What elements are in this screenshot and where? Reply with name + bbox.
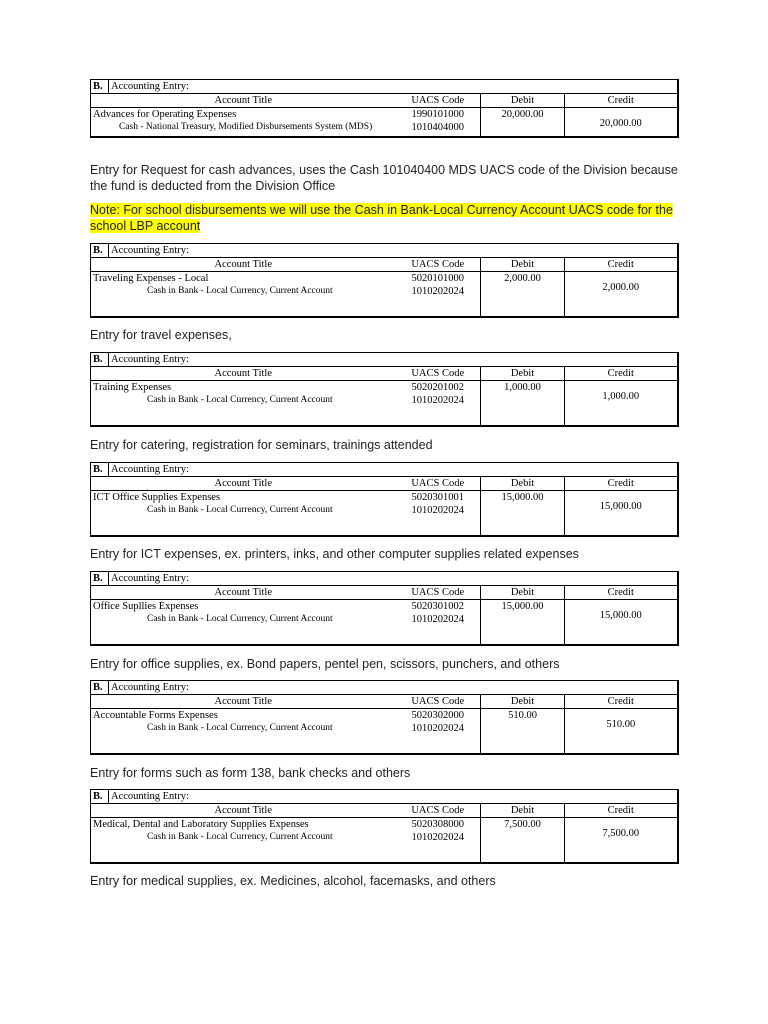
entry-header: Accounting Entry: — [109, 244, 678, 258]
debit-account: Accountable Forms Expenses — [93, 710, 218, 721]
col-debit: Debit — [481, 586, 565, 600]
col-uacs-code: UACS Code — [396, 695, 481, 709]
col-uacs-code: UACS Code — [396, 804, 481, 818]
account-cell — [91, 709, 396, 755]
code-cell — [396, 709, 481, 755]
entry-header: Accounting Entry: — [109, 463, 678, 477]
entry-header: Accounting Entry: — [109, 572, 678, 586]
credit-cell — [565, 600, 678, 646]
entry-header: Accounting Entry: — [109, 681, 678, 695]
credit-amount: 20,000.00 — [599, 118, 642, 129]
col-debit: Debit — [481, 367, 565, 381]
col-credit: Credit — [565, 94, 678, 108]
section-label: B. — [91, 681, 109, 695]
col-account-title: Account Title — [91, 477, 396, 491]
entry-header: Accounting Entry: — [109, 353, 678, 367]
credit-cell — [565, 272, 678, 318]
credit-amount: 510.00 — [606, 719, 636, 730]
debit-amount: 2,000.00 — [481, 272, 565, 318]
debit-account: Office Supllies Expenses — [93, 601, 199, 612]
debit-amount: 15,000.00 — [481, 491, 565, 537]
col-credit: Credit — [565, 804, 678, 818]
entry-caption: Entry for ICT expenses, ex. printers, inks, and other computer supplies related expenses — [90, 547, 579, 561]
credit-code: 1010202024 — [411, 286, 464, 297]
credit-code: 1010202024 — [411, 505, 464, 516]
entry-caption: Entry for medical supplies, ex. Medicines, alcohol, facemasks, and others — [90, 874, 496, 888]
debit-code: 1990101000 — [411, 109, 464, 120]
section-label: B. — [91, 572, 109, 586]
debit-account: Advances for Operating Expenses — [93, 109, 237, 120]
col-uacs-code: UACS Code — [396, 367, 481, 381]
credit-account: Cash in Bank - Local Currency, Current Account — [147, 395, 333, 405]
accounting-entry-table — [90, 352, 679, 427]
debit-account: ICT Office Supplies Expenses — [93, 492, 221, 503]
code-cell — [396, 108, 481, 138]
credit-code: 1010202024 — [411, 723, 464, 734]
col-credit: Credit — [565, 586, 678, 600]
entry-caption: Entry for travel expenses, — [90, 328, 232, 342]
col-uacs-code: UACS Code — [396, 477, 481, 491]
section-label: B. — [91, 790, 109, 804]
credit-cell — [565, 381, 678, 427]
section-label: B. — [91, 353, 109, 367]
col-credit: Credit — [565, 258, 678, 272]
note-highlight: Note: For school disbursements we will use the Cash in Bank-Local Currency Account UACS code for the school LBP account — [90, 203, 673, 233]
debit-amount: 1,000.00 — [481, 381, 565, 427]
accounting-entry-table — [90, 243, 679, 318]
col-account-title: Account Title — [91, 94, 396, 108]
account-cell — [91, 272, 396, 318]
entry-caption: Entry for office supplies, ex. Bond papers, pentel pen, scissors, punchers, and others — [90, 657, 560, 671]
section-label: B. — [91, 244, 109, 258]
debit-code: 5020201002 — [411, 382, 464, 393]
col-debit: Debit — [481, 94, 565, 108]
code-cell — [396, 818, 481, 864]
credit-amount: 7,500.00 — [602, 828, 640, 839]
account-cell — [91, 381, 396, 427]
col-debit: Debit — [481, 258, 565, 272]
credit-amount: 2,000.00 — [602, 282, 640, 293]
col-debit: Debit — [481, 477, 565, 491]
col-credit: Credit — [565, 367, 678, 381]
section-label: B. — [91, 80, 109, 94]
accounting-entry-table — [90, 79, 679, 138]
col-account-title: Account Title — [91, 586, 396, 600]
col-credit: Credit — [565, 695, 678, 709]
col-debit: Debit — [481, 804, 565, 818]
debit-code: 5020301001 — [411, 492, 464, 503]
credit-account: Cash in Bank - Local Currency, Current Account — [147, 832, 333, 842]
credit-account: Cash - National Treasury, Modified Disbursements System (MDS) — [119, 122, 373, 132]
col-uacs-code: UACS Code — [396, 94, 481, 108]
col-account-title: Account Title — [91, 258, 396, 272]
col-account-title: Account Title — [91, 695, 396, 709]
entry-header: Accounting Entry: — [109, 80, 678, 94]
credit-code: 1010202024 — [411, 832, 464, 843]
credit-amount: 15,000.00 — [599, 610, 642, 621]
entry-caption: Entry for Request for cash advances, uses the Cash 101040400 MDS UACS code of the Division because the fund is deducted from the Division Office — [90, 163, 678, 193]
account-cell — [91, 491, 396, 537]
entry-caption: Entry for forms such as form 138, bank checks and others — [90, 766, 411, 780]
credit-amount: 15,000.00 — [599, 501, 642, 512]
debit-account: Training Expenses — [93, 382, 172, 393]
col-credit: Credit — [565, 477, 678, 491]
col-debit: Debit — [481, 695, 565, 709]
accounting-entry-table — [90, 789, 679, 864]
credit-account: Cash in Bank - Local Currency, Current Account — [147, 614, 333, 624]
debit-account: Traveling Expenses - Local — [93, 273, 209, 284]
col-account-title: Account Title — [91, 367, 396, 381]
debit-code: 5020308000 — [411, 819, 464, 830]
debit-account: Medical, Dental and Laboratory Supplies Expenses — [93, 819, 309, 830]
credit-account: Cash in Bank - Local Currency, Current Account — [147, 286, 333, 296]
col-account-title: Account Title — [91, 804, 396, 818]
account-cell — [91, 818, 396, 864]
debit-amount: 15,000.00 — [481, 600, 565, 646]
credit-cell — [565, 818, 678, 864]
code-cell — [396, 600, 481, 646]
accounting-entry-table — [90, 462, 679, 537]
credit-account: Cash in Bank - Local Currency, Current Account — [147, 723, 333, 733]
entry-header: Accounting Entry: — [109, 790, 678, 804]
credit-code: 1010404000 — [411, 122, 464, 133]
credit-code: 1010202024 — [411, 614, 464, 625]
school-note — [90, 202, 690, 234]
debit-code: 5020101000 — [411, 273, 464, 284]
section-label: B. — [91, 463, 109, 477]
col-uacs-code: UACS Code — [396, 586, 481, 600]
account-cell — [91, 600, 396, 646]
accounting-entry-table — [90, 571, 679, 646]
credit-code: 1010202024 — [411, 395, 464, 406]
accounting-entry-table — [90, 680, 679, 755]
credit-amount: 1,000.00 — [602, 391, 640, 402]
credit-account: Cash in Bank - Local Currency, Current Account — [147, 505, 333, 515]
code-cell — [396, 491, 481, 537]
code-cell — [396, 381, 481, 427]
entry-caption: Entry for catering, registration for seminars, trainings attended — [90, 438, 433, 452]
debit-code: 5020302000 — [411, 710, 464, 721]
debit-code: 5020301002 — [411, 601, 464, 612]
credit-cell — [565, 108, 678, 138]
account-cell — [91, 108, 396, 138]
debit-amount: 7,500.00 — [481, 818, 565, 864]
debit-amount: 20,000.00 — [481, 108, 565, 138]
credit-cell — [565, 709, 678, 755]
credit-cell — [565, 491, 678, 537]
debit-amount: 510.00 — [481, 709, 565, 755]
col-uacs-code: UACS Code — [396, 258, 481, 272]
code-cell — [396, 272, 481, 318]
